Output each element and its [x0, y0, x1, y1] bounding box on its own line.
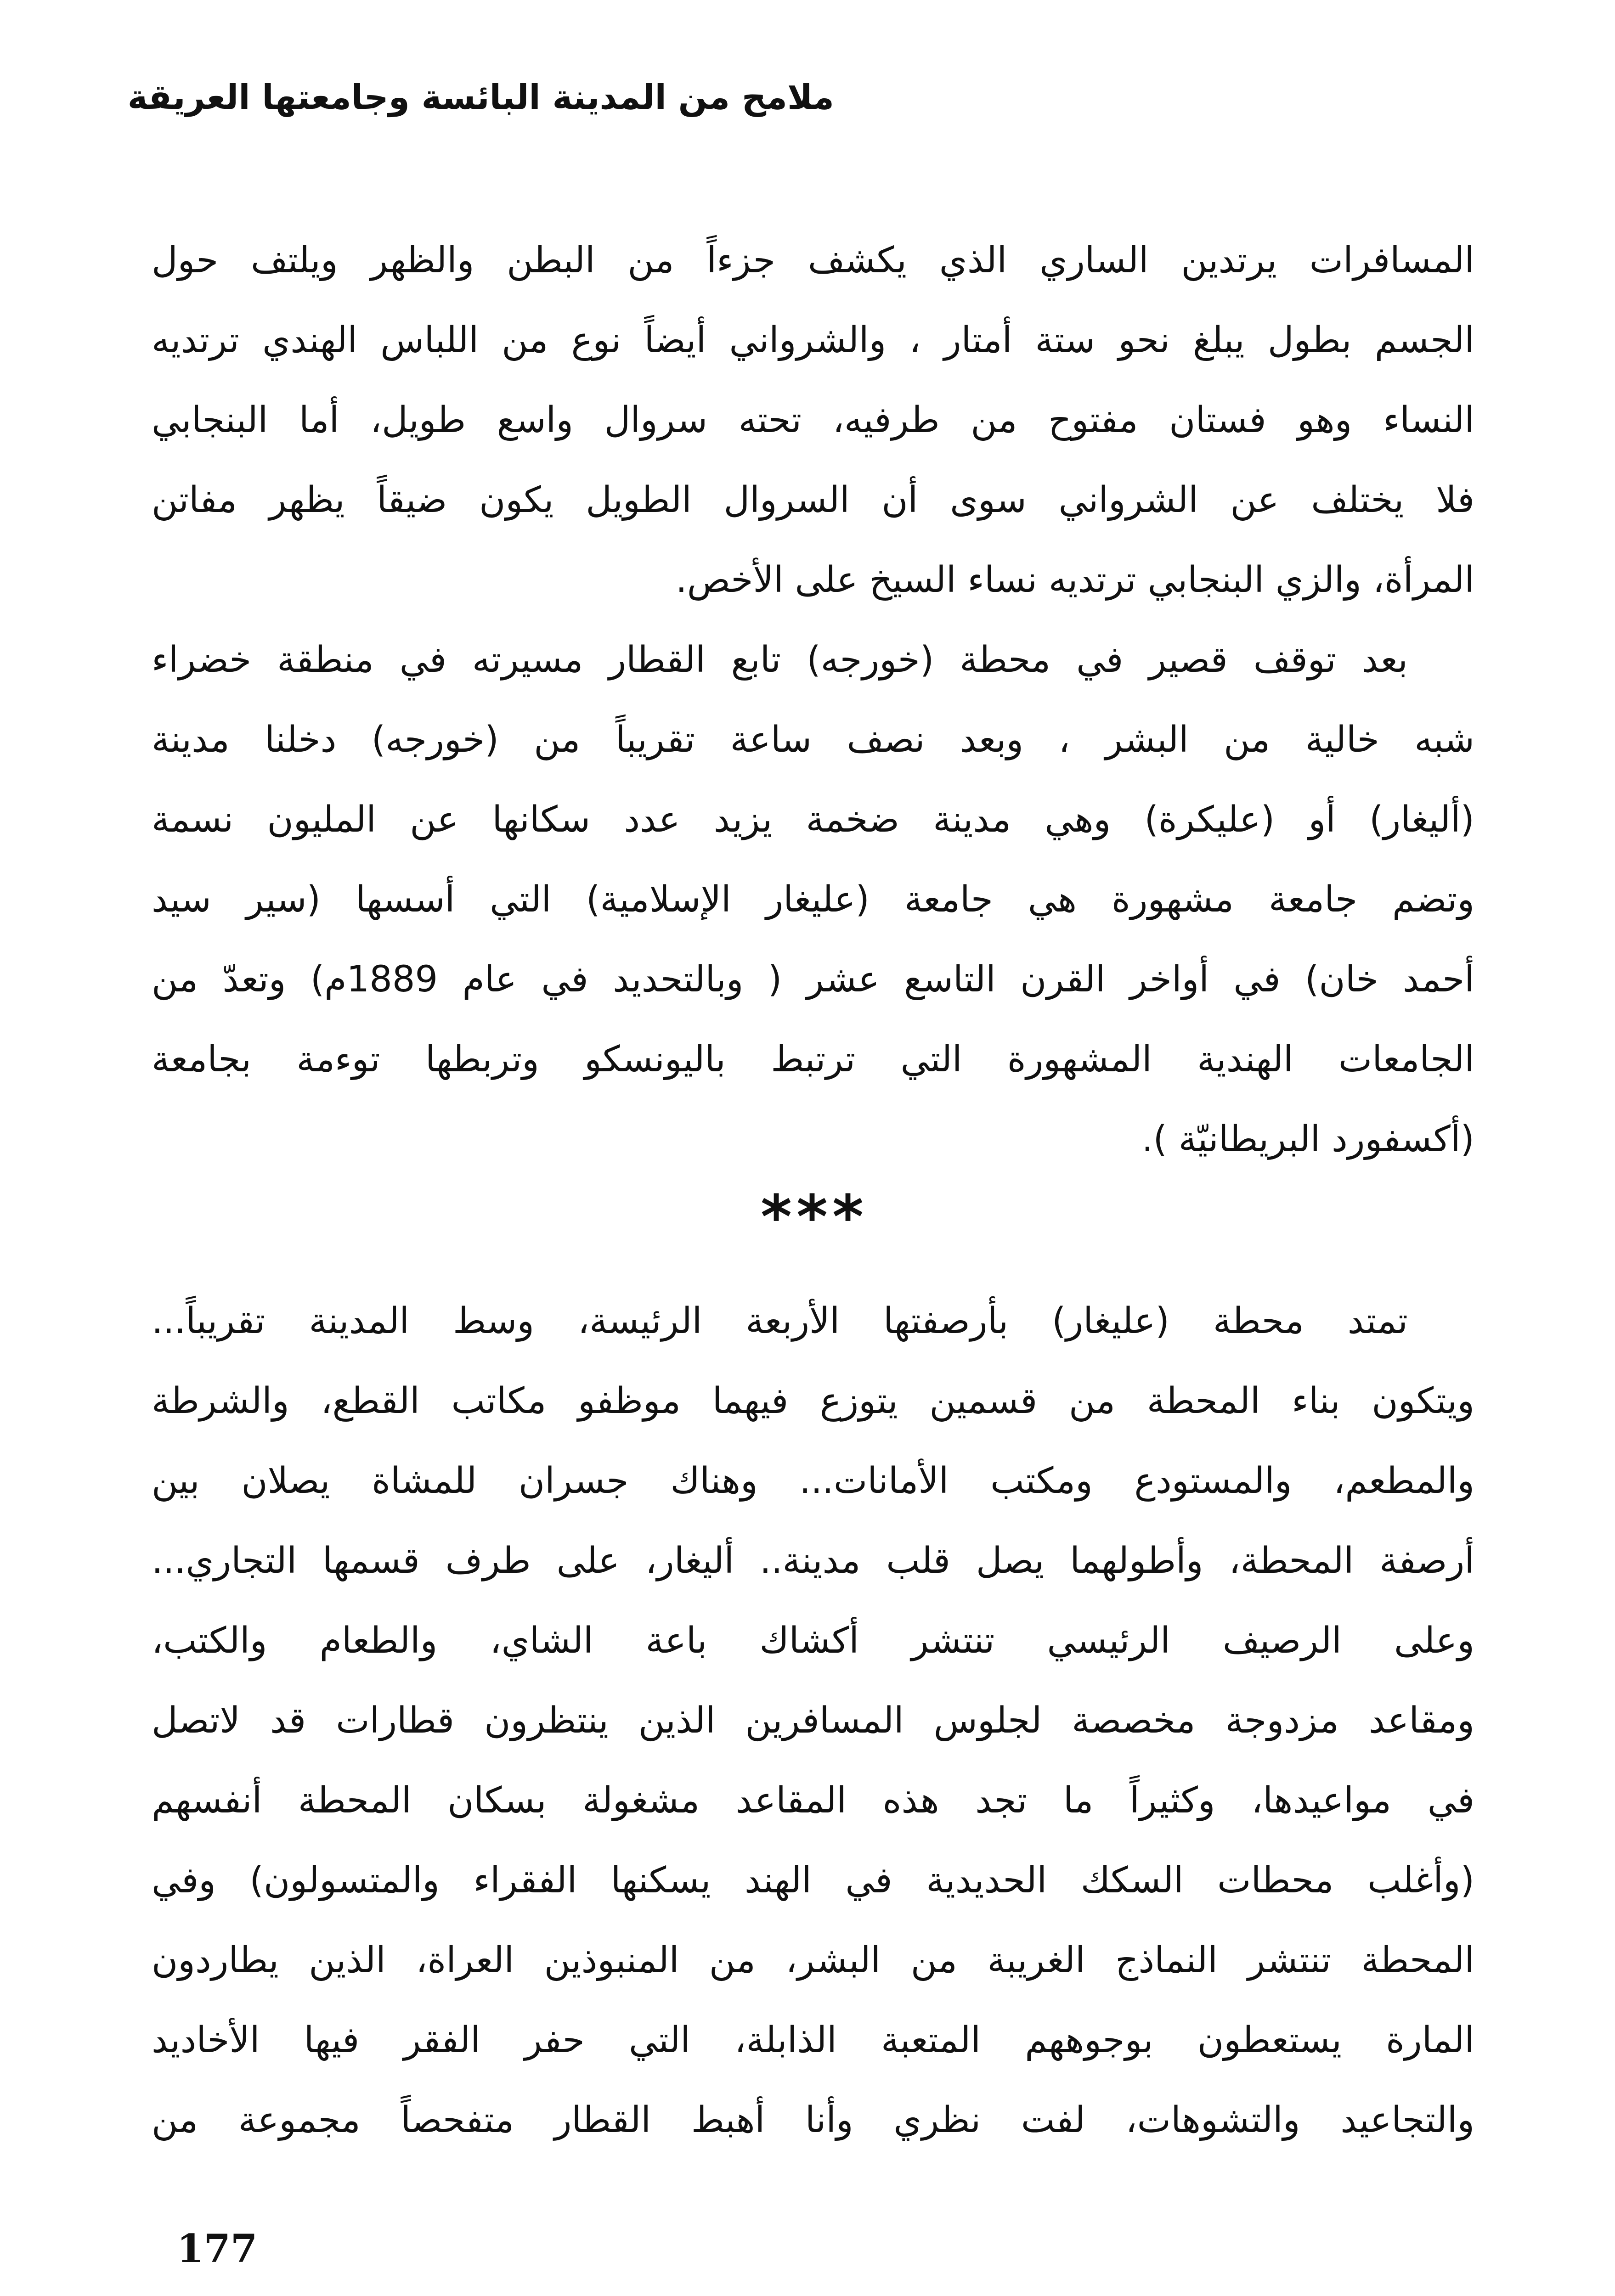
text-line: وعلى الرصيف الرئيسي تنتشر أكشاك باعة الشاي، والطعام والكتب، [152, 1620, 1474, 1661]
text-line: الجامعات الهندية المشهورة التي ترتبط باليونسكو وتربطها توءمة بجامعة [152, 1039, 1474, 1080]
section-separator: *** [761, 1182, 868, 1252]
text-line: (وأغلب محطات السكك الحديدية في الهند يسكنها الفقراء والمتسولون) وفي [152, 1860, 1474, 1901]
text-line: في مواعيدها، وكثيراً ما تجد هذه المقاعد مشغولة بسكان المحطة أنفسهم [152, 1780, 1474, 1821]
running-header: ملامح من المدينة البائسة وجامعتها العريقة [127, 78, 834, 117]
paragraph-1 [152, 220, 1474, 620]
paragraph-3 [152, 1281, 1474, 2160]
text-line: النساء وهو فستان مفتوح من طرفيه، تحته سروال واسع طويل، أما البنجابي [152, 400, 1474, 441]
text-line: المحطة تنتشر النماذج الغريبة من البشر، من المنبوذين العراة، الذين يطاردون [152, 1940, 1474, 1981]
text-line: ويتكون بناء المحطة من قسمين يتوزع فيهما موظفو مكاتب القطع، والشرطة [152, 1380, 1474, 1422]
text-line: (أكسفورد البريطانيّة ). [1141, 1119, 1474, 1160]
text-line: والتجاعيد والتشوهات، لفت نظري وأنا أهبط القطار متفحصاً مجموعة من [152, 2099, 1474, 2141]
text-line: وتضم جامعة مشهورة هي جامعة (عليغار الإسلامية) التي أسسها (سير سيد [152, 879, 1474, 920]
text-line: المرأة، والزي البنجابي ترتديه نساء السيخ على الأخص. [675, 559, 1474, 601]
text-line: والمطعم، والمستودع ومكتب الأمانات... وهناك جسران للمشاة يصلان بين [152, 1460, 1474, 1502]
page-number: 177 [177, 2226, 258, 2271]
text-line: بعد توقف قصير في محطة (خورجه) تابع القطار مسيرته في منطقة خضراء [152, 639, 1408, 681]
text-line: تمتد محطة (عليغار) بأرصفتها الأربعة الرئيسة، وسط المدينة تقريباً... [152, 1300, 1408, 1342]
paragraph-2 [152, 620, 1474, 1179]
text-line: شبه خالية من البشر ، وبعد نصف ساعة تقريباً من (خورجه) دخلنا مدينة [152, 719, 1474, 760]
text-line: الجسم بطول يبلغ نحو ستة أمتار ، والشرواني أيضاً نوع من اللباس الهندي ترتديه [152, 320, 1474, 361]
text-line: أحمد خان) في أواخر القرن التاسع عشر ( وبالتحديد في عام 1889م) وتعدّ من [152, 959, 1474, 1000]
text-line: ومقاعد مزدوجة مخصصة لجلوس المسافرين الذين ينتظرون قطارات قد لاتصل [152, 1700, 1474, 1741]
text-line: أرصفة المحطة، وأطولهما يصل قلب مدينة.. أليغار، على طرف قسمها التجاري... [152, 1540, 1474, 1581]
text-line: (أليغار) أو (عليكرة) وهي مدينة ضخمة يزيد عدد سكانها عن المليون نسمة [152, 799, 1474, 840]
text-line: فلا يختلف عن الشرواني سوى أن السروال الطويل يكون ضيقاً يظهر مفاتن [152, 479, 1474, 521]
text-line: المسافرات يرتدين الساري الذي يكشف جزءاً من البطن والظهر ويلتف حول [152, 240, 1474, 281]
text-line: المارة يستعطون بوجوههم المتعبة الذابلة، التي حفر الفقر فيها الأخاديد [152, 2020, 1474, 2061]
